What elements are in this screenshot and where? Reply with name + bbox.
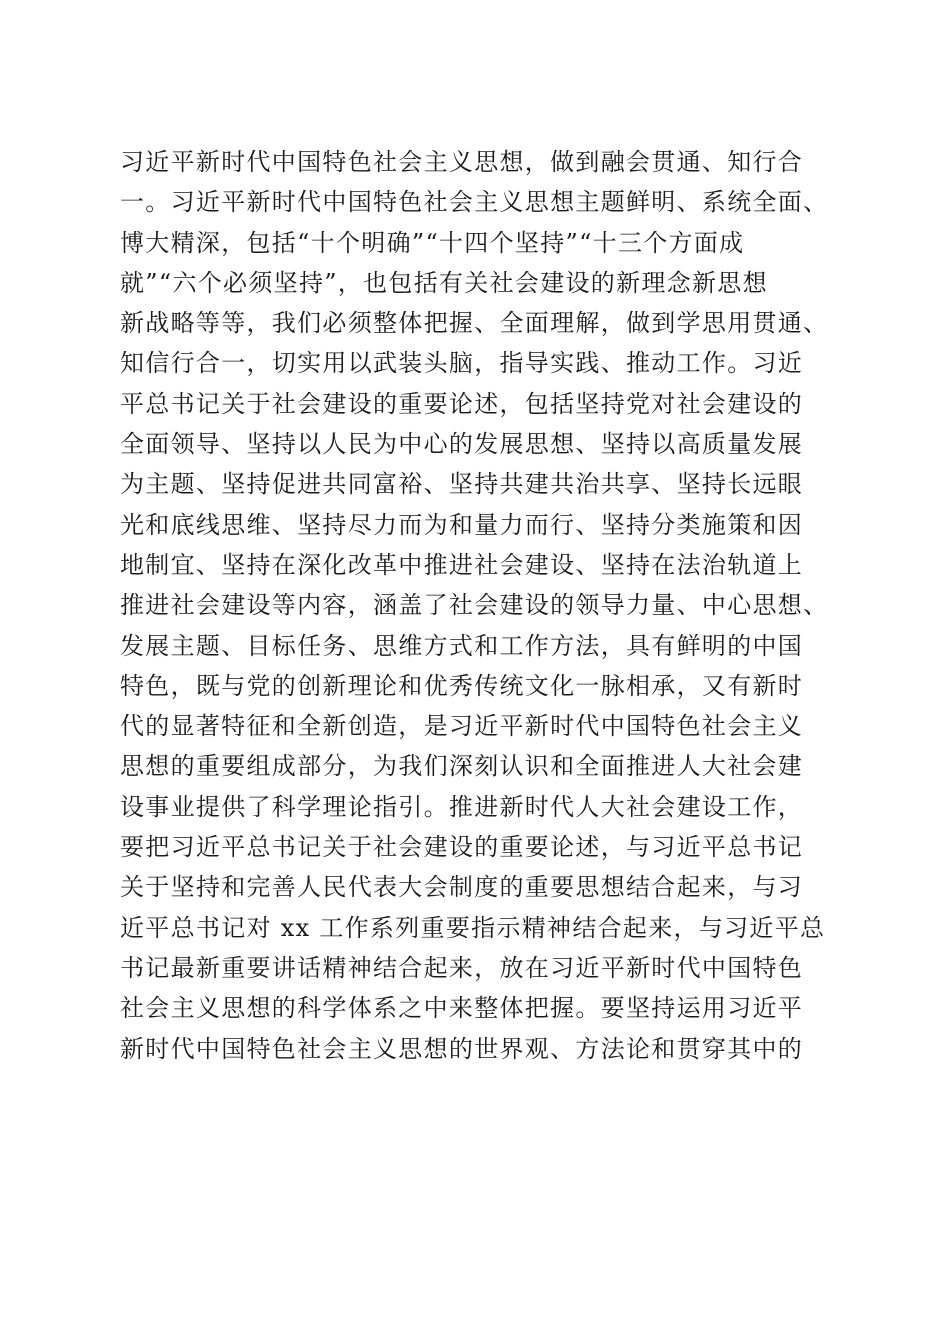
text-line: 习近平新时代中国特色社会主义思想，做到融会贯通、知行合 <box>120 148 804 176</box>
body-paragraph <box>120 142 840 1069</box>
text-line: 知信行合一，切实用以武装头脑，指导实践、推动工作。习近 <box>120 349 804 378</box>
text-line: 要把习近平总书记关于社会建设的重要论述，与习近平总书记 <box>120 833 804 862</box>
text-line: 书记最新重要讲话精神结合起来，放在习近平新时代中国特色 <box>120 953 804 982</box>
text-line: 博大精深，包括“十个明确”“十四个坚持”“十三个方面成 <box>120 228 745 257</box>
text-line: 地制宜、坚持在深化改革中推进社会建设、坚持在法治轨道上 <box>120 550 804 579</box>
text-line: 社会主义思想的科学体系之中来整体把握。要坚持运用习近平 <box>120 994 804 1023</box>
text-line: 推进社会建设等内容，涵盖了社会建设的领导力量、中心思想、 <box>120 591 829 620</box>
text-line: 新时代中国特色社会主义思想的世界观、方法论和贯穿其中的 <box>120 1034 804 1063</box>
text-line: 设事业提供了科学理论指引。推进新时代人大社会建设工作， <box>120 792 804 821</box>
text-line: 一。习近平新时代中国特色社会主义思想主题鲜明、系统全面、 <box>120 188 829 217</box>
text-line: 全面领导、坚持以人民为中心的发展思想、坚持以高质量发展 <box>120 430 804 459</box>
text-line: 新战略等等，我们必须整体把握、全面理解，做到学思用贯通、 <box>120 309 829 338</box>
text-line: 光和底线思维、坚持尽力而为和量力而行、坚持分类施策和因 <box>120 510 804 539</box>
text-line: 近平总书记对 xx 工作系列重要指示精神结合起来，与习近平总 <box>120 913 826 942</box>
text-line: 关于坚持和完善人民代表大会制度的重要思想结合起来，与习 <box>120 873 804 902</box>
text-line: 思想的重要组成部分，为我们深刻认识和全面推进人大社会建 <box>120 752 804 781</box>
text-line: 发展主题、目标任务、思维方式和工作方法，具有鲜明的中国 <box>120 631 804 660</box>
text-line: 代的显著特征和全新创造，是习近平新时代中国特色社会主义 <box>120 712 804 741</box>
text-line: 为主题、坚持促进共同富裕、坚持共建共治共享、坚持长远眼 <box>120 470 804 499</box>
text-line: 特色，既与党的创新理论和优秀传统文化一脉相承，又有新时 <box>120 671 804 700</box>
text-line: 就”“六个必须坚持”，也包括有关社会建设的新理念新思想 <box>120 268 768 297</box>
text-line: 平总书记关于社会建设的重要论述，包括坚持党对社会建设的 <box>120 389 804 418</box>
